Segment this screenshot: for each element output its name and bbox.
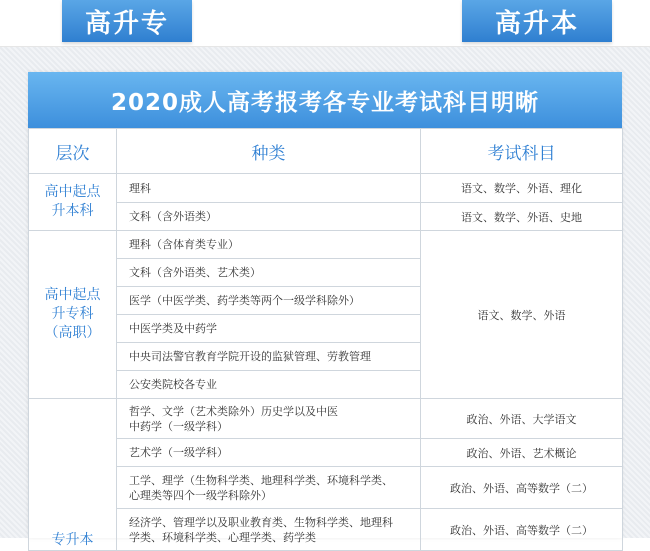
kind-cell: 医学（中医学类、药学类等两个一级学科除外） xyxy=(117,287,421,315)
kind-cell xyxy=(117,467,421,509)
level-cell xyxy=(29,231,117,399)
kind-text: 工学、理学（生物科学类、地理科学类、环境科学类、 心理类等四个一级学科除外） xyxy=(129,473,393,502)
table-title: 2020成人高考报考各专业考试科目明晰 xyxy=(28,72,622,128)
table-row xyxy=(29,231,623,259)
kind-cell: 中央司法警官教育学院开设的监狱管理、劳教管理 xyxy=(117,343,421,371)
subjects-cell: 语文、数学、外语、史地 xyxy=(421,203,623,231)
kind-cell: 文科（含外语类、艺术类） xyxy=(117,259,421,287)
kind-cell: 文科（含外语类） xyxy=(117,203,421,231)
table-row xyxy=(29,203,623,231)
kind-cell: 艺术学（一级学科） xyxy=(117,439,421,467)
level-cell xyxy=(29,174,117,231)
kind-cell: 中医学类及中药学 xyxy=(117,315,421,343)
kind-text: 哲学、文学（艺术类除外）历史学以及中医 中药学（一级学科） xyxy=(129,404,338,433)
subjects-cell: 政治、外语、艺术概论 xyxy=(421,439,623,467)
exam-subjects-table xyxy=(28,128,623,551)
kind-cell: 理科 xyxy=(117,174,421,203)
kind-cell xyxy=(117,399,421,439)
subjects-cell: 语文、数学、外语、理化 xyxy=(421,174,623,203)
level-label: 高中起点 升本科 xyxy=(44,184,101,219)
kind-cell: 理科（含体育类专业） xyxy=(117,231,421,259)
exam-subjects-card xyxy=(28,72,622,548)
kind-cell: 公安类院校各专业 xyxy=(117,371,421,399)
table-row xyxy=(29,439,623,467)
subjects-cell: 语文、数学、外语 xyxy=(421,231,623,399)
level-label: 高中起点 升专科 （高职） xyxy=(44,287,101,341)
table-row xyxy=(29,467,623,509)
table-row xyxy=(29,174,623,203)
subjects-cell: 政治、外语、大学语文 xyxy=(421,399,623,439)
level-cell xyxy=(29,399,117,551)
subjects-cell: 政治、外语、高等数学（二） xyxy=(421,509,623,551)
header-kind: 种类 xyxy=(117,129,421,174)
kind-text: 经济学、管理学以及职业教育类、生物科学类、地理科 学类、环境科学类、心理学类、药学类 xyxy=(129,516,393,544)
header-subjects: 考试科目 xyxy=(421,129,623,174)
subjects-cell: 政治、外语、高等数学（二） xyxy=(421,467,623,509)
level-label: 专升本 xyxy=(51,532,94,548)
top-tab-band xyxy=(0,0,650,47)
kind-cell xyxy=(117,509,421,551)
tab-gao-sheng-zhuan[interactable]: 高升专 xyxy=(62,0,192,42)
tab-gao-sheng-ben[interactable]: 高升本 xyxy=(462,0,612,42)
table-row xyxy=(29,509,623,551)
header-row xyxy=(29,129,623,174)
header-level: 层次 xyxy=(29,129,117,174)
table-row xyxy=(29,399,623,439)
